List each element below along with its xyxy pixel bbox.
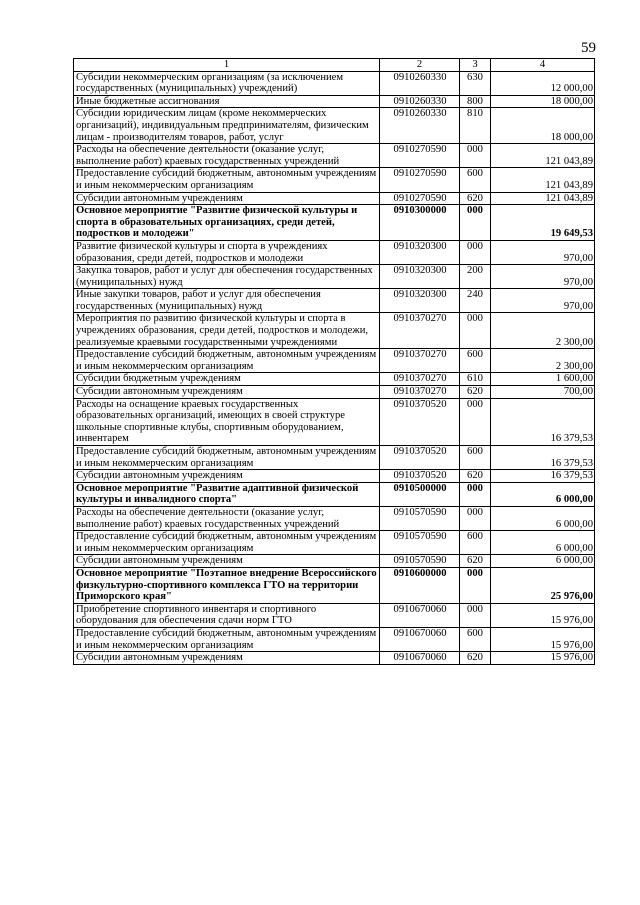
row-code-cell: 0910600000 [380,567,460,603]
row-type-cell: 600 [460,349,491,373]
table-row [74,313,595,349]
row-type-cell: 600 [460,627,491,651]
row-amount-cell: 25 976,00 [491,567,595,603]
table-row [74,470,595,483]
row-code-cell: 0910370270 [380,349,460,373]
row-name-cell: Субсидии юридическим лицам (кроме некоммерческих организаций), индивидуальным предпринимателям, физическим лицам - производителям товаров, работ, услуг [74,108,380,144]
row-type-cell: 620 [460,652,491,665]
table-row [74,603,595,627]
column-header-4: 4 [491,59,595,72]
row-type-cell: 600 [460,446,491,470]
table-row [74,265,595,289]
table-header-row [74,59,595,72]
row-name-cell: Субсидии автономным учреждениям [74,192,380,205]
page-number: 59 [581,40,596,56]
row-code-cell: 0910320300 [380,289,460,313]
row-name-cell: Развитие физической культуры и спорта в учреждениях образования, среди детей, подростков и молодежи [74,240,380,264]
row-type-cell: 000 [460,603,491,627]
row-name-cell: Субсидии некоммерческим организациям (за исключением государственных (муниципальных) учреждений) [74,71,380,95]
row-type-cell: 600 [460,531,491,555]
row-type-cell: 800 [460,95,491,108]
row-name-cell: Расходы на обеспечение деятельности (оказание услуг, выполнение работ) краевых государственных учреждений [74,506,380,530]
row-type-cell: 620 [460,470,491,483]
row-name-cell: Расходы на оснащение краевых государственных образовательных организаций, имеющих в своей структуре школьные спортивные клубы, спортивным оборудованием, инвентарем [74,398,380,445]
row-amount-cell: 6 000,00 [491,506,595,530]
row-type-cell: 000 [460,240,491,264]
table-row [74,652,595,665]
row-amount-cell: 121 043,89 [491,168,595,192]
row-name-cell: Субсидии автономным учреждениям [74,652,380,665]
row-type-cell: 620 [460,386,491,399]
table-row [74,482,595,506]
table-row [74,240,595,264]
row-amount-cell: 15 976,00 [491,627,595,651]
row-code-cell: 0910370270 [380,373,460,386]
row-amount-cell: 16 379,53 [491,446,595,470]
row-type-cell: 810 [460,108,491,144]
row-type-cell: 000 [460,205,491,241]
row-code-cell: 0910670060 [380,652,460,665]
row-name-cell: Основное мероприятие "Развитие адаптивной физической культуры и инвалидного спорта" [74,482,380,506]
table-row [74,398,595,445]
table-row [74,205,595,241]
row-amount-cell: 16 379,53 [491,398,595,445]
row-name-cell: Предоставление субсидий бюджетным, автономным учреждениям и иным некоммерческим организациям [74,531,380,555]
table-row [74,555,595,568]
row-name-cell: Расходы на обеспечение деятельности (оказание услуг, выполнение работ) краевых государственных учреждений [74,144,380,168]
row-type-cell: 630 [460,71,491,95]
table-row [74,446,595,470]
row-amount-cell: 121 043,89 [491,144,595,168]
row-code-cell: 0910270590 [380,192,460,205]
row-name-cell: Предоставление субсидий бюджетным, автономным учреждениям и иным некоммерческим организациям [74,168,380,192]
table-row [74,144,595,168]
row-amount-cell: 18 000,00 [491,108,595,144]
row-amount-cell: 700,00 [491,386,595,399]
table-row [74,506,595,530]
row-amount-cell: 15 976,00 [491,603,595,627]
row-code-cell: 0910370520 [380,470,460,483]
row-name-cell: Предоставление субсидий бюджетным, автономным учреждениям и иным некоммерческим организациям [74,349,380,373]
column-header-1: 1 [74,59,380,72]
row-amount-cell: 2 300,00 [491,313,595,349]
row-code-cell: 0910320300 [380,240,460,264]
row-code-cell: 0910320300 [380,265,460,289]
row-name-cell: Предоставление субсидий бюджетным, автономным учреждениям и иным некоммерческим организациям [74,627,380,651]
row-name-cell: Мероприятия по развитию физической культуры и спорта в учреждениях образования, среди детей, подростков и молодежи, реализуемые краевыми государственными учреждениями [74,313,380,349]
row-amount-cell: 12 000,00 [491,71,595,95]
row-code-cell: 0910500000 [380,482,460,506]
row-name-cell: Иные закупки товаров, работ и услуг для обеспечения государственных (муниципальных) нужд [74,289,380,313]
row-amount-cell: 6 000,00 [491,531,595,555]
row-type-cell: 600 [460,168,491,192]
row-amount-cell: 6 000,00 [491,482,595,506]
row-name-cell: Субсидии автономным учреждениям [74,555,380,568]
table-row [74,531,595,555]
table-row [74,349,595,373]
row-name-cell: Субсидии бюджетным учреждениям [74,373,380,386]
table-row [74,567,595,603]
row-type-cell: 000 [460,398,491,445]
row-code-cell: 0910260330 [380,95,460,108]
row-amount-cell: 970,00 [491,289,595,313]
row-code-cell: 0910370520 [380,446,460,470]
row-type-cell: 000 [460,313,491,349]
row-amount-cell: 15 976,00 [491,652,595,665]
row-type-cell: 000 [460,144,491,168]
column-header-2: 2 [380,59,460,72]
row-code-cell: 0910370270 [380,313,460,349]
row-code-cell: 0910300000 [380,205,460,241]
row-type-cell: 000 [460,482,491,506]
row-type-cell: 620 [460,192,491,205]
row-code-cell: 0910260330 [380,108,460,144]
table-row [74,95,595,108]
row-code-cell: 0910670060 [380,627,460,651]
row-code-cell: 0910370270 [380,386,460,399]
column-header-3: 3 [460,59,491,72]
row-code-cell: 0910370520 [380,398,460,445]
row-type-cell: 000 [460,567,491,603]
row-code-cell: 0910670060 [380,603,460,627]
row-name-cell: Основное мероприятие "Развитие физической культуры и спорта в образовательных организациях, среди детей, подростков и молодежи" [74,205,380,241]
row-code-cell: 0910570590 [380,555,460,568]
row-code-cell: 0910570590 [380,531,460,555]
table-row [74,373,595,386]
row-code-cell: 0910270590 [380,144,460,168]
row-amount-cell: 970,00 [491,240,595,264]
budget-table [73,58,595,665]
row-name-cell: Субсидии автономным учреждениям [74,386,380,399]
table-row [74,627,595,651]
row-amount-cell: 16 379,53 [491,470,595,483]
table-row [74,168,595,192]
row-type-cell: 200 [460,265,491,289]
row-amount-cell: 2 300,00 [491,349,595,373]
row-amount-cell: 6 000,00 [491,555,595,568]
row-type-cell: 000 [460,506,491,530]
row-code-cell: 0910260330 [380,71,460,95]
row-amount-cell: 19 649,53 [491,205,595,241]
row-type-cell: 620 [460,555,491,568]
row-name-cell: Приобретение спортивного инвентаря и спортивного оборудования для обеспечения сдачи норм ГТО [74,603,380,627]
row-type-cell: 240 [460,289,491,313]
row-amount-cell: 121 043,89 [491,192,595,205]
table-row [74,386,595,399]
table-row [74,71,595,95]
row-name-cell: Субсидии автономным учреждениям [74,470,380,483]
row-name-cell: Основное мероприятие "Поэтапное внедрение Всероссийского физкультурно-спортивного комплекса ГТО на территории Приморского края" [74,567,380,603]
row-amount-cell: 1 600,00 [491,373,595,386]
row-name-cell: Предоставление субсидий бюджетным, автономным учреждениям и иным некоммерческим организациям [74,446,380,470]
row-name-cell: Закупка товаров, работ и услуг для обеспечения государственных (муниципальных) нужд [74,265,380,289]
row-name-cell: Иные бюджетные ассигнования [74,95,380,108]
table-row [74,289,595,313]
table-row [74,192,595,205]
table-row [74,108,595,144]
row-code-cell: 0910570590 [380,506,460,530]
row-amount-cell: 970,00 [491,265,595,289]
row-amount-cell: 18 000,00 [491,95,595,108]
row-type-cell: 610 [460,373,491,386]
row-code-cell: 0910270590 [380,168,460,192]
